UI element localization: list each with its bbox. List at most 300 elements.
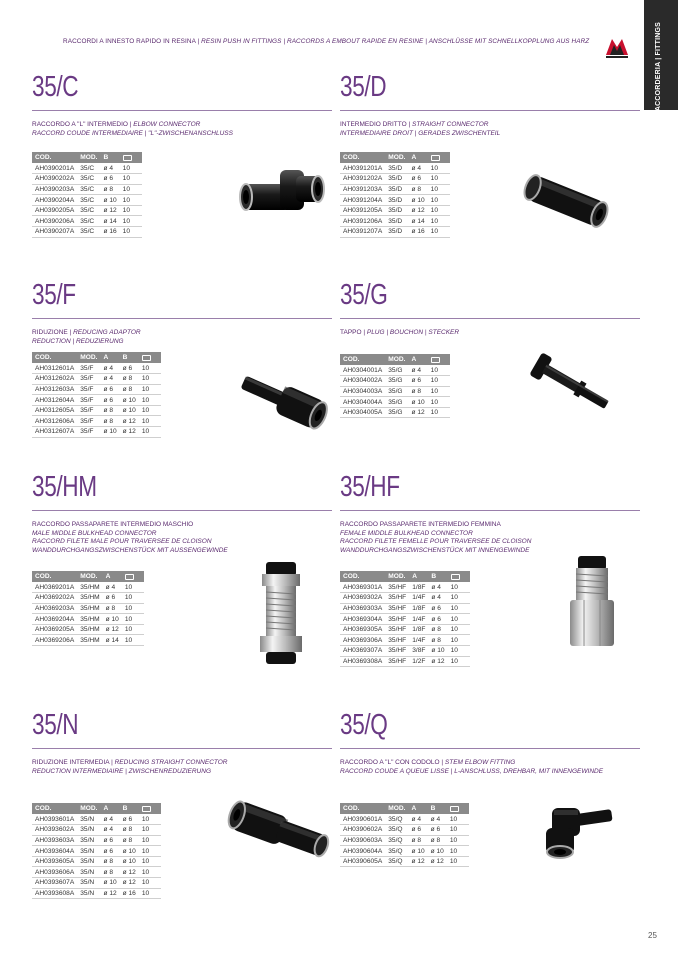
- table-cell: 35/HF: [385, 656, 409, 667]
- category-header: [63, 38, 589, 45]
- table-cell: ø 6: [428, 825, 447, 836]
- table-cell: AH0304001A: [340, 365, 385, 376]
- table-cell: ø 12: [408, 407, 427, 418]
- table-cell: 35/HF: [385, 614, 409, 625]
- table-row: [340, 835, 469, 846]
- table-cell: AH0390203A: [32, 184, 77, 195]
- desc-it: RACCORDO PASSAPARETE INTERMEDIO FEMMINA: [340, 521, 501, 528]
- table-row: [340, 216, 450, 227]
- table-row: [340, 825, 469, 836]
- desc-fr-de: REDUCTION INTERMEDIAIRE | ZWISCHENREDUZIERUNG: [32, 767, 211, 775]
- section-35c: [32, 72, 332, 138]
- table-cell: 35/HF: [385, 593, 409, 604]
- table-cell: AH0369306A: [340, 635, 385, 646]
- table-cell: 1/8F: [409, 603, 428, 614]
- table-row: [32, 835, 161, 846]
- desc-en: STEM ELBOW FITTING: [444, 759, 516, 766]
- table-cell: AH0312606A: [32, 416, 77, 427]
- table-cell: ø 10: [428, 646, 447, 657]
- table-cell: 10: [428, 163, 450, 174]
- table-cell: 35/HF: [385, 624, 409, 635]
- table-cell: 10: [448, 635, 470, 646]
- desc-it: INTERMEDIO DRITTO |: [340, 121, 412, 128]
- table-row: [340, 856, 469, 867]
- divider: [32, 110, 332, 111]
- table-cell: ø 6: [100, 384, 119, 395]
- table-row: [340, 603, 470, 614]
- table-cell: AH0390207A: [32, 227, 77, 238]
- table-row: [340, 386, 450, 397]
- table-cell: ø 10: [100, 195, 119, 206]
- table-cell: 35/D: [385, 163, 408, 174]
- table-cell: 10: [120, 163, 142, 174]
- table-cell: 10: [122, 614, 144, 625]
- table-cell: AH0391201A: [340, 163, 385, 174]
- male-bulkhead-connector-image: [252, 558, 310, 668]
- column-header: B: [100, 152, 119, 163]
- table-cell: ø 10: [100, 427, 119, 438]
- table-cell: AH0369307A: [340, 646, 385, 657]
- table-cell: 10: [139, 363, 161, 374]
- section-description: [32, 329, 332, 346]
- table-cell: AH0390605A: [340, 856, 385, 867]
- column-header: COD.: [340, 152, 385, 163]
- table-cell: 35/HM: [77, 624, 102, 635]
- column-header: COD.: [340, 571, 385, 582]
- desc-fr-de: INTERMEDIAIRE DROIT | GERADES ZWISCHENTEIL: [340, 129, 501, 137]
- table-row: [32, 846, 161, 857]
- table-cell: 35/HM: [77, 614, 102, 625]
- column-header: COD.: [340, 803, 385, 814]
- table-cell: 35/F: [77, 416, 100, 427]
- table-cell: 10: [448, 614, 470, 625]
- table-cell: 10: [122, 624, 144, 635]
- table-cell: AH0369206A: [32, 635, 77, 646]
- table-cell: 35/G: [385, 386, 408, 397]
- column-header: MOD.: [385, 803, 408, 814]
- table-cell: ø 6: [100, 846, 119, 857]
- desc-de: WANDDURCHGANGSZWISCHENSTÜCK MIT AUSSENGEWINDE: [32, 546, 228, 554]
- package-icon: [431, 357, 440, 363]
- table-cell: 35/D: [385, 227, 408, 238]
- category-header-translations: RESIN PUSH IN FITTINGS | RACCORDS A EMBOUT RAPIDE EN RESINE | ANSCHLÜSSE MIT SCHNELLKOPPLUNG AUS HARZ: [201, 38, 590, 45]
- column-header: A: [100, 803, 119, 814]
- column-header: COD.: [32, 352, 77, 363]
- desc-it: RACCORDO A "L" CON CODOLO |: [340, 759, 445, 766]
- table-cell: ø 8: [428, 835, 447, 846]
- table-cell: ø 16: [408, 227, 427, 238]
- column-header: A: [408, 152, 427, 163]
- table-cell: 10: [120, 184, 142, 195]
- table-cell: ø 8: [428, 635, 447, 646]
- table-cell: AH0393606A: [32, 867, 77, 878]
- desc-en: REDUCING ADAPTOR: [73, 329, 141, 336]
- table-cell: 1/4F: [409, 593, 428, 604]
- table-cell: ø 4: [103, 582, 122, 593]
- column-header: MOD.: [77, 352, 100, 363]
- table-row: [340, 365, 450, 376]
- table-cell: AH0391203A: [340, 184, 385, 195]
- table-cell: 10: [428, 205, 450, 216]
- table-row: [340, 397, 450, 408]
- table-cell: 35/G: [385, 407, 408, 418]
- table-row: [32, 856, 161, 867]
- table-cell: AH0369303A: [340, 603, 385, 614]
- desc-fr: RACCORD FILETE MALE POUR TRAVERSEE DE CLOISON: [32, 538, 212, 546]
- table-cell: AH0369302A: [340, 593, 385, 604]
- table-cell: AH0369308A: [340, 656, 385, 667]
- desc-it: TAPPO |: [340, 329, 367, 336]
- table-cell: 10: [447, 835, 469, 846]
- table-cell: AH0393605A: [32, 856, 77, 867]
- table-cell: ø 12: [120, 878, 139, 889]
- table-cell: ø 6: [100, 174, 119, 185]
- table-cell: 35/D: [385, 195, 408, 206]
- desc-it: RACCORDO A "L" INTERMEDIO |: [32, 121, 134, 128]
- table-row: [32, 216, 142, 227]
- table-cell: 10: [428, 407, 450, 418]
- table-row: [340, 624, 470, 635]
- table-cell: ø 6: [120, 814, 139, 825]
- table-cell: 10: [120, 227, 142, 238]
- desc-en: STRAIGHT CONNECTOR: [412, 121, 489, 128]
- package-qty-header: [448, 571, 470, 582]
- table-cell: AH0390604A: [340, 846, 385, 857]
- table-cell: AH0312605A: [32, 405, 77, 416]
- table-cell: 35/N: [77, 888, 100, 899]
- section-35g: [340, 280, 640, 338]
- table-cell: ø 8: [100, 184, 119, 195]
- table-cell: 10: [139, 825, 161, 836]
- package-qty-header: [447, 803, 469, 814]
- table-cell: 10: [448, 656, 470, 667]
- package-icon: [123, 155, 132, 161]
- spec-table-35hf: [340, 571, 470, 667]
- table-cell: ø 12: [120, 867, 139, 878]
- table-cell: ø 8: [408, 835, 427, 846]
- table-cell: 10: [139, 856, 161, 867]
- table-cell: 35/HF: [385, 582, 409, 593]
- table-cell: ø 8: [408, 184, 427, 195]
- table-row: [340, 195, 450, 206]
- table-cell: 10: [447, 846, 469, 857]
- table-cell: ø 6: [100, 835, 119, 846]
- table-cell: 35/HF: [385, 603, 409, 614]
- package-qty-header: [428, 152, 450, 163]
- package-qty-header: [139, 352, 161, 363]
- table-row: [32, 395, 161, 406]
- table-cell: 35/F: [77, 363, 100, 374]
- divider: [340, 748, 640, 749]
- table-cell: 1/2F: [409, 656, 428, 667]
- table-cell: 35/C: [77, 184, 100, 195]
- table-cell: 35/Q: [385, 846, 408, 857]
- section-code: 35/Q: [340, 709, 388, 741]
- divider: [32, 318, 332, 319]
- table-cell: AH0393602A: [32, 825, 77, 836]
- column-header: A: [103, 571, 122, 582]
- table-row: [340, 593, 470, 604]
- column-header: MOD.: [77, 803, 100, 814]
- table-cell: ø 4: [100, 814, 119, 825]
- spec-table-35q: [340, 803, 469, 867]
- table-cell: ø 4: [408, 163, 427, 174]
- table-cell: 35/F: [77, 405, 100, 416]
- brand-logo: [603, 33, 631, 61]
- column-header: COD.: [32, 571, 77, 582]
- table-cell: AH0369205A: [32, 624, 77, 635]
- table-cell: ø 12: [408, 205, 427, 216]
- spec-table-35hm: [32, 571, 144, 646]
- table-row: [32, 363, 161, 374]
- table-cell: 10: [428, 386, 450, 397]
- table-cell: AH0393607A: [32, 878, 77, 889]
- table-cell: 10: [448, 593, 470, 604]
- table-cell: AH0393604A: [32, 846, 77, 857]
- table-cell: 35/N: [77, 856, 100, 867]
- table-cell: 10: [447, 856, 469, 867]
- table-cell: 35/C: [77, 174, 100, 185]
- table-row: [340, 163, 450, 174]
- table-cell: ø 12: [100, 205, 119, 216]
- section-35n: [32, 710, 332, 776]
- section-code: 35/HF: [340, 471, 400, 503]
- table-cell: ø 8: [100, 405, 119, 416]
- table-cell: 10: [120, 195, 142, 206]
- table-cell: 35/F: [77, 395, 100, 406]
- package-qty-header: [139, 803, 161, 814]
- table-row: [32, 825, 161, 836]
- spec-table-35f: [32, 352, 161, 438]
- elbow-connector-image: [236, 162, 328, 220]
- table-cell: AH0312607A: [32, 427, 77, 438]
- stem-elbow-fitting-image: [536, 798, 620, 860]
- table-cell: 10: [428, 195, 450, 206]
- table-cell: 35/C: [77, 163, 100, 174]
- table-cell: ø 4: [100, 363, 119, 374]
- table-cell: 35/C: [77, 205, 100, 216]
- table-cell: ø 10: [408, 397, 427, 408]
- package-icon: [450, 806, 459, 812]
- table-row: [340, 227, 450, 238]
- table-cell: 10: [139, 888, 161, 899]
- table-cell: ø 4: [428, 582, 447, 593]
- straight-connector-image: [518, 166, 614, 236]
- table-cell: 10: [428, 227, 450, 238]
- desc-it: RIDUZIONE |: [32, 329, 74, 336]
- table-cell: ø 8: [428, 624, 447, 635]
- table-cell: AH0369201A: [32, 582, 77, 593]
- table-cell: ø 4: [428, 593, 447, 604]
- table-cell: 10: [139, 814, 161, 825]
- desc-fr-de: REDUCTION | REDUZIERUNG: [32, 337, 124, 345]
- table-cell: 10: [120, 216, 142, 227]
- table-cell: 35/HM: [77, 635, 102, 646]
- spec-table-35c: [32, 152, 142, 238]
- table-row: [340, 174, 450, 185]
- desc-en: REDUCING STRAIGHT CONNECTOR: [114, 759, 228, 766]
- table-cell: AH0312604A: [32, 395, 77, 406]
- table-cell: ø 4: [428, 814, 447, 825]
- table-cell: AH0391205A: [340, 205, 385, 216]
- table-cell: AH0393603A: [32, 835, 77, 846]
- table-row: [32, 878, 161, 889]
- table-cell: AH0312603A: [32, 384, 77, 395]
- table-cell: AH0390202A: [32, 174, 77, 185]
- table-cell: AH0304002A: [340, 376, 385, 387]
- table-row: [32, 593, 144, 604]
- reducing-adaptor-image: [234, 364, 334, 434]
- table-cell: ø 12: [120, 416, 139, 427]
- column-header: B: [120, 352, 139, 363]
- table-cell: AH0391204A: [340, 195, 385, 206]
- table-cell: 35/N: [77, 835, 100, 846]
- table-cell: ø 8: [120, 825, 139, 836]
- desc-it: RACCORDO PASSAPARETE INTERMEDIO MASCHIO: [32, 521, 194, 528]
- section-code: 35/D: [340, 71, 387, 103]
- table-cell: 10: [120, 174, 142, 185]
- table-cell: 35/HF: [385, 635, 409, 646]
- table-cell: 35/D: [385, 205, 408, 216]
- table-cell: ø 8: [120, 835, 139, 846]
- table-cell: ø 12: [100, 888, 119, 899]
- table-cell: 35/G: [385, 376, 408, 387]
- table-cell: AH0390602A: [340, 825, 385, 836]
- table-cell: AH0390603A: [340, 835, 385, 846]
- section-description: [32, 759, 332, 776]
- table-cell: ø 6: [428, 614, 447, 625]
- table-cell: ø 10: [100, 878, 119, 889]
- desc-fr-de: RACCORD COUDE A QUEUE LISSE | L-ANSCHLUSS, DREHBAR, MIT INNENGEWINDE: [340, 767, 604, 775]
- column-header: MOD.: [385, 354, 408, 365]
- table-cell: 10: [139, 846, 161, 857]
- table-cell: ø 6: [408, 174, 427, 185]
- table-row: [340, 635, 470, 646]
- column-header: MOD.: [385, 152, 408, 163]
- desc-en: MALE MIDDLE BULKHEAD CONNECTOR: [32, 529, 157, 537]
- table-cell: ø 6: [103, 593, 122, 604]
- package-icon: [142, 355, 151, 361]
- section-description: [340, 121, 640, 138]
- table-cell: 10: [139, 427, 161, 438]
- section-35q: [340, 710, 640, 776]
- table-cell: AH0393608A: [32, 888, 77, 899]
- package-icon: [451, 574, 460, 580]
- section-description: [32, 521, 332, 555]
- table-cell: 10: [428, 376, 450, 387]
- table-cell: AH0391202A: [340, 174, 385, 185]
- table-cell: 10: [428, 184, 450, 195]
- table-cell: ø 10: [120, 856, 139, 867]
- category-header-it: RACCORDI A INNESTO RAPIDO IN RESINA |: [63, 38, 202, 45]
- divider: [340, 110, 640, 111]
- table-row: [32, 814, 161, 825]
- table-cell: 10: [448, 603, 470, 614]
- divider: [340, 510, 640, 511]
- table-cell: 10: [447, 825, 469, 836]
- column-header: MOD.: [77, 152, 100, 163]
- table-cell: ø 4: [408, 365, 427, 376]
- table-cell: ø 4: [100, 163, 119, 174]
- desc-en: FEMALE MIDDLE BULKHEAD CONNECTOR: [340, 529, 473, 537]
- column-header: B: [428, 803, 447, 814]
- column-header: A: [409, 571, 428, 582]
- table-cell: ø 4: [100, 825, 119, 836]
- table-row: [32, 205, 142, 216]
- table-cell: AH0304003A: [340, 386, 385, 397]
- column-header: MOD.: [77, 571, 102, 582]
- table-cell: ø 8: [103, 603, 122, 614]
- table-cell: 35/D: [385, 174, 408, 185]
- section-35d: [340, 72, 640, 138]
- table-row: [32, 195, 142, 206]
- table-cell: AH0390205A: [32, 205, 77, 216]
- table-row: [32, 227, 142, 238]
- table-cell: ø 10: [120, 846, 139, 857]
- table-cell: 35/N: [77, 867, 100, 878]
- desc-fr: RACCORD FILETE FEMELLE POUR TRAVERSEE DE CLOISON: [340, 538, 532, 546]
- table-cell: AH0304004A: [340, 397, 385, 408]
- section-code: 35/G: [340, 279, 388, 311]
- table-row: [32, 635, 144, 646]
- table-cell: 35/D: [385, 216, 408, 227]
- table-cell: 10: [428, 174, 450, 185]
- table-cell: ø 16: [100, 227, 119, 238]
- table-cell: AH0390601A: [340, 814, 385, 825]
- table-cell: ø 6: [428, 603, 447, 614]
- female-bulkhead-connector-image: [564, 552, 620, 652]
- table-cell: AH0393601A: [32, 814, 77, 825]
- table-cell: 35/G: [385, 397, 408, 408]
- table-cell: AH0304005A: [340, 407, 385, 418]
- table-row: [32, 416, 161, 427]
- table-row: [32, 384, 161, 395]
- table-cell: ø 8: [120, 384, 139, 395]
- package-qty-header: [122, 571, 144, 582]
- table-cell: ø 10: [428, 846, 447, 857]
- table-cell: 10: [122, 635, 144, 646]
- table-cell: AH0390204A: [32, 195, 77, 206]
- table-cell: AH0390201A: [32, 163, 77, 174]
- table-cell: 10: [139, 878, 161, 889]
- table-cell: 10: [428, 216, 450, 227]
- table-cell: 35/C: [77, 227, 100, 238]
- table-cell: ø 10: [408, 195, 427, 206]
- table-cell: 3/8F: [409, 646, 428, 657]
- table-cell: ø 14: [408, 216, 427, 227]
- package-icon: [431, 155, 440, 161]
- section-35hf: [340, 472, 640, 555]
- table-row: [340, 614, 470, 625]
- section-35f: [32, 280, 332, 346]
- table-cell: 10: [448, 582, 470, 593]
- table-cell: 10: [139, 374, 161, 385]
- table-row: [32, 888, 161, 899]
- package-qty-header: [428, 354, 450, 365]
- table-cell: 35/N: [77, 878, 100, 889]
- table-cell: 35/HF: [385, 646, 409, 657]
- column-header: A: [408, 803, 427, 814]
- column-header: COD.: [32, 803, 77, 814]
- section-code: 35/F: [32, 279, 76, 311]
- table-cell: 1/8F: [409, 624, 428, 635]
- table-cell: 10: [139, 395, 161, 406]
- table-cell: ø 14: [100, 216, 119, 227]
- table-cell: ø 4: [100, 374, 119, 385]
- table-cell: AH0390206A: [32, 216, 77, 227]
- table-row: [340, 376, 450, 387]
- side-tab-label: RACCORDERIA | FITTINGS: [655, 22, 662, 117]
